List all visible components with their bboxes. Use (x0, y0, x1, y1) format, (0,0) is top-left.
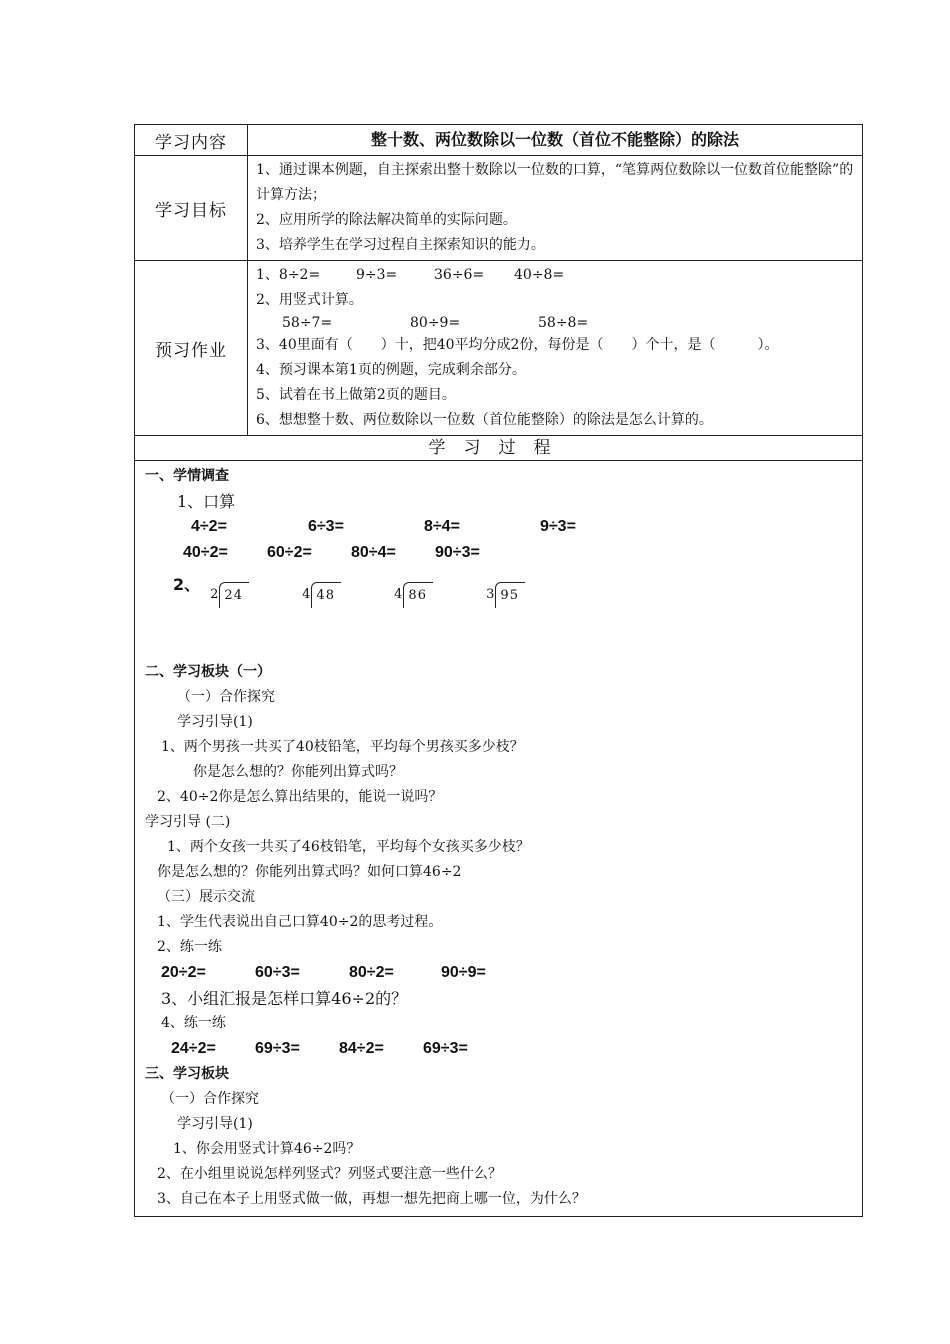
long-division: 4 48 (302, 582, 374, 608)
process-body (135, 460, 862, 1216)
text-line: 你是怎么想的？你能列出算式吗？ (193, 764, 403, 780)
practice-row-1 (145, 960, 854, 986)
text-line: 4、练一练 (161, 1015, 226, 1031)
long-division: 3 95 (486, 582, 558, 608)
preview-line-6: 6、想想整十数、两位数除以一位数（首位能整除）的除法是怎么计算的。 (256, 412, 713, 428)
goal-item: 2、应用所学的除法解决简单的实际问题。 (256, 212, 517, 228)
text-line: （一）合作探究 (177, 689, 275, 705)
calc-item: 80÷4= (351, 544, 396, 561)
preview-vertical-items (256, 313, 854, 333)
preview-calc: 9÷3= (356, 267, 398, 283)
preview-line-4: 4、预习课本第1页的例题，完成剩余部分。 (256, 362, 526, 378)
oral-calc-row-1 (145, 514, 854, 540)
long-division: 4 86 (394, 582, 466, 608)
content-row (135, 125, 862, 155)
calc-item: 9÷3= (540, 518, 576, 535)
goal-item: 1、通过课本例题，自主探索出整十数除以一位数的口算，“笔算两位数除以一位数首位能整除”的计算方法； (256, 162, 854, 203)
text-line: （一）合作探究 (161, 1091, 259, 1107)
calc-item: 84÷2= (339, 1040, 384, 1057)
text-line: 3、小组汇报是怎样口算46÷2的？ (161, 989, 408, 1008)
preview-line-2: 2、用竖式计算。 (256, 292, 363, 308)
preview-calc: 36÷6= (434, 267, 485, 283)
goals-list (248, 156, 862, 260)
text-line: 学习引导(1) (177, 714, 253, 730)
text-line: （三）展示交流 (157, 889, 255, 905)
calc-item: 20÷2= (161, 964, 206, 981)
goals-row (135, 155, 862, 260)
calc-item: 40÷2= (183, 544, 228, 561)
calc-item: 90÷9= (441, 964, 486, 981)
calc-item: 69÷3= (423, 1040, 468, 1057)
goal-item: 3、培养学生在学习过程自主探索知识的能力。 (256, 237, 545, 253)
text-line: 1、你会用竖式计算46÷2吗？ (173, 1141, 361, 1157)
section-3-title: 三、学习板块 (145, 1066, 229, 1082)
preview-list (248, 261, 862, 435)
oral-calc-row-2 (145, 540, 854, 566)
preview-line-3: 3、40里面有（ ）十，把40平均分成2份，每份是（ ）个十，是（ ）。 (256, 337, 779, 353)
practice-row-2 (145, 1036, 854, 1062)
question-2-label: 2、 (173, 575, 201, 594)
text-line: 1、两个女孩一共买了46枝铅笔，平均每个女孩买多少枝？ (167, 839, 530, 855)
text-line: 2、练一练 (157, 939, 222, 955)
calc-item: 60÷2= (267, 544, 312, 561)
long-division-row (145, 570, 854, 660)
calc-item: 6÷3= (308, 518, 344, 535)
preview-calc: 80÷9= (410, 315, 461, 331)
lesson-title: 整十数、两位数除以一位数（首位不能整除）的除法 (370, 130, 739, 149)
calc-item: 8÷4= (424, 518, 460, 535)
preview-calc: 58÷8= (538, 315, 589, 331)
goals-label: 学习目标 (135, 156, 248, 260)
process-heading: 学习过程 (135, 435, 862, 460)
calc-item: 69÷3= (255, 1040, 300, 1057)
text-line: 1、学生代表说出自己口算40÷2的思考过程。 (157, 914, 443, 930)
preview-calc: 1、8÷2= (256, 267, 321, 283)
calc-item: 80÷2= (349, 964, 394, 981)
section-1-title: 一、学情调查 (145, 468, 229, 484)
text-line: 2、在小组里说说怎样列竖式？列竖式要注意一些什么？ (157, 1166, 502, 1182)
text-line: 1、两个男孩一共买了40枝铅笔，平均每个男孩买多少枝？ (161, 739, 524, 755)
preview-line-5: 5、试着在书上做第2页的题目。 (256, 387, 456, 403)
lesson-plan-table (134, 124, 863, 1217)
oral-calc-heading: 1、口算 (177, 492, 236, 511)
calc-item: 24÷2= (171, 1040, 216, 1057)
text-line: 2、40÷2你是怎么算出结果的，能说一说吗？ (157, 789, 443, 805)
text-line: 你是怎么想的？你能列出算式吗？如何口算46÷2 (157, 864, 462, 880)
text-line: 3、自己在本子上用竖式做一做，再想一想先把商上哪一位，为什么？ (157, 1191, 586, 1207)
text-line: 学习引导 (二) (145, 814, 231, 830)
text-line: 学习引导(1) (177, 1116, 253, 1132)
content-label: 学习内容 (135, 125, 248, 155)
preview-calc: 58÷7= (282, 315, 333, 331)
long-division: 2 24 (210, 582, 282, 608)
calc-item: 90÷3= (435, 544, 480, 561)
calc-item: 60÷3= (255, 964, 300, 981)
preview-calc: 40÷8= (514, 267, 565, 283)
preview-row (135, 260, 862, 435)
preview-line-1 (256, 263, 854, 288)
section-2-title: 二、学习板块（一） (145, 664, 271, 680)
preview-label: 预习作业 (135, 261, 248, 435)
calc-item: 4÷2= (191, 518, 227, 535)
